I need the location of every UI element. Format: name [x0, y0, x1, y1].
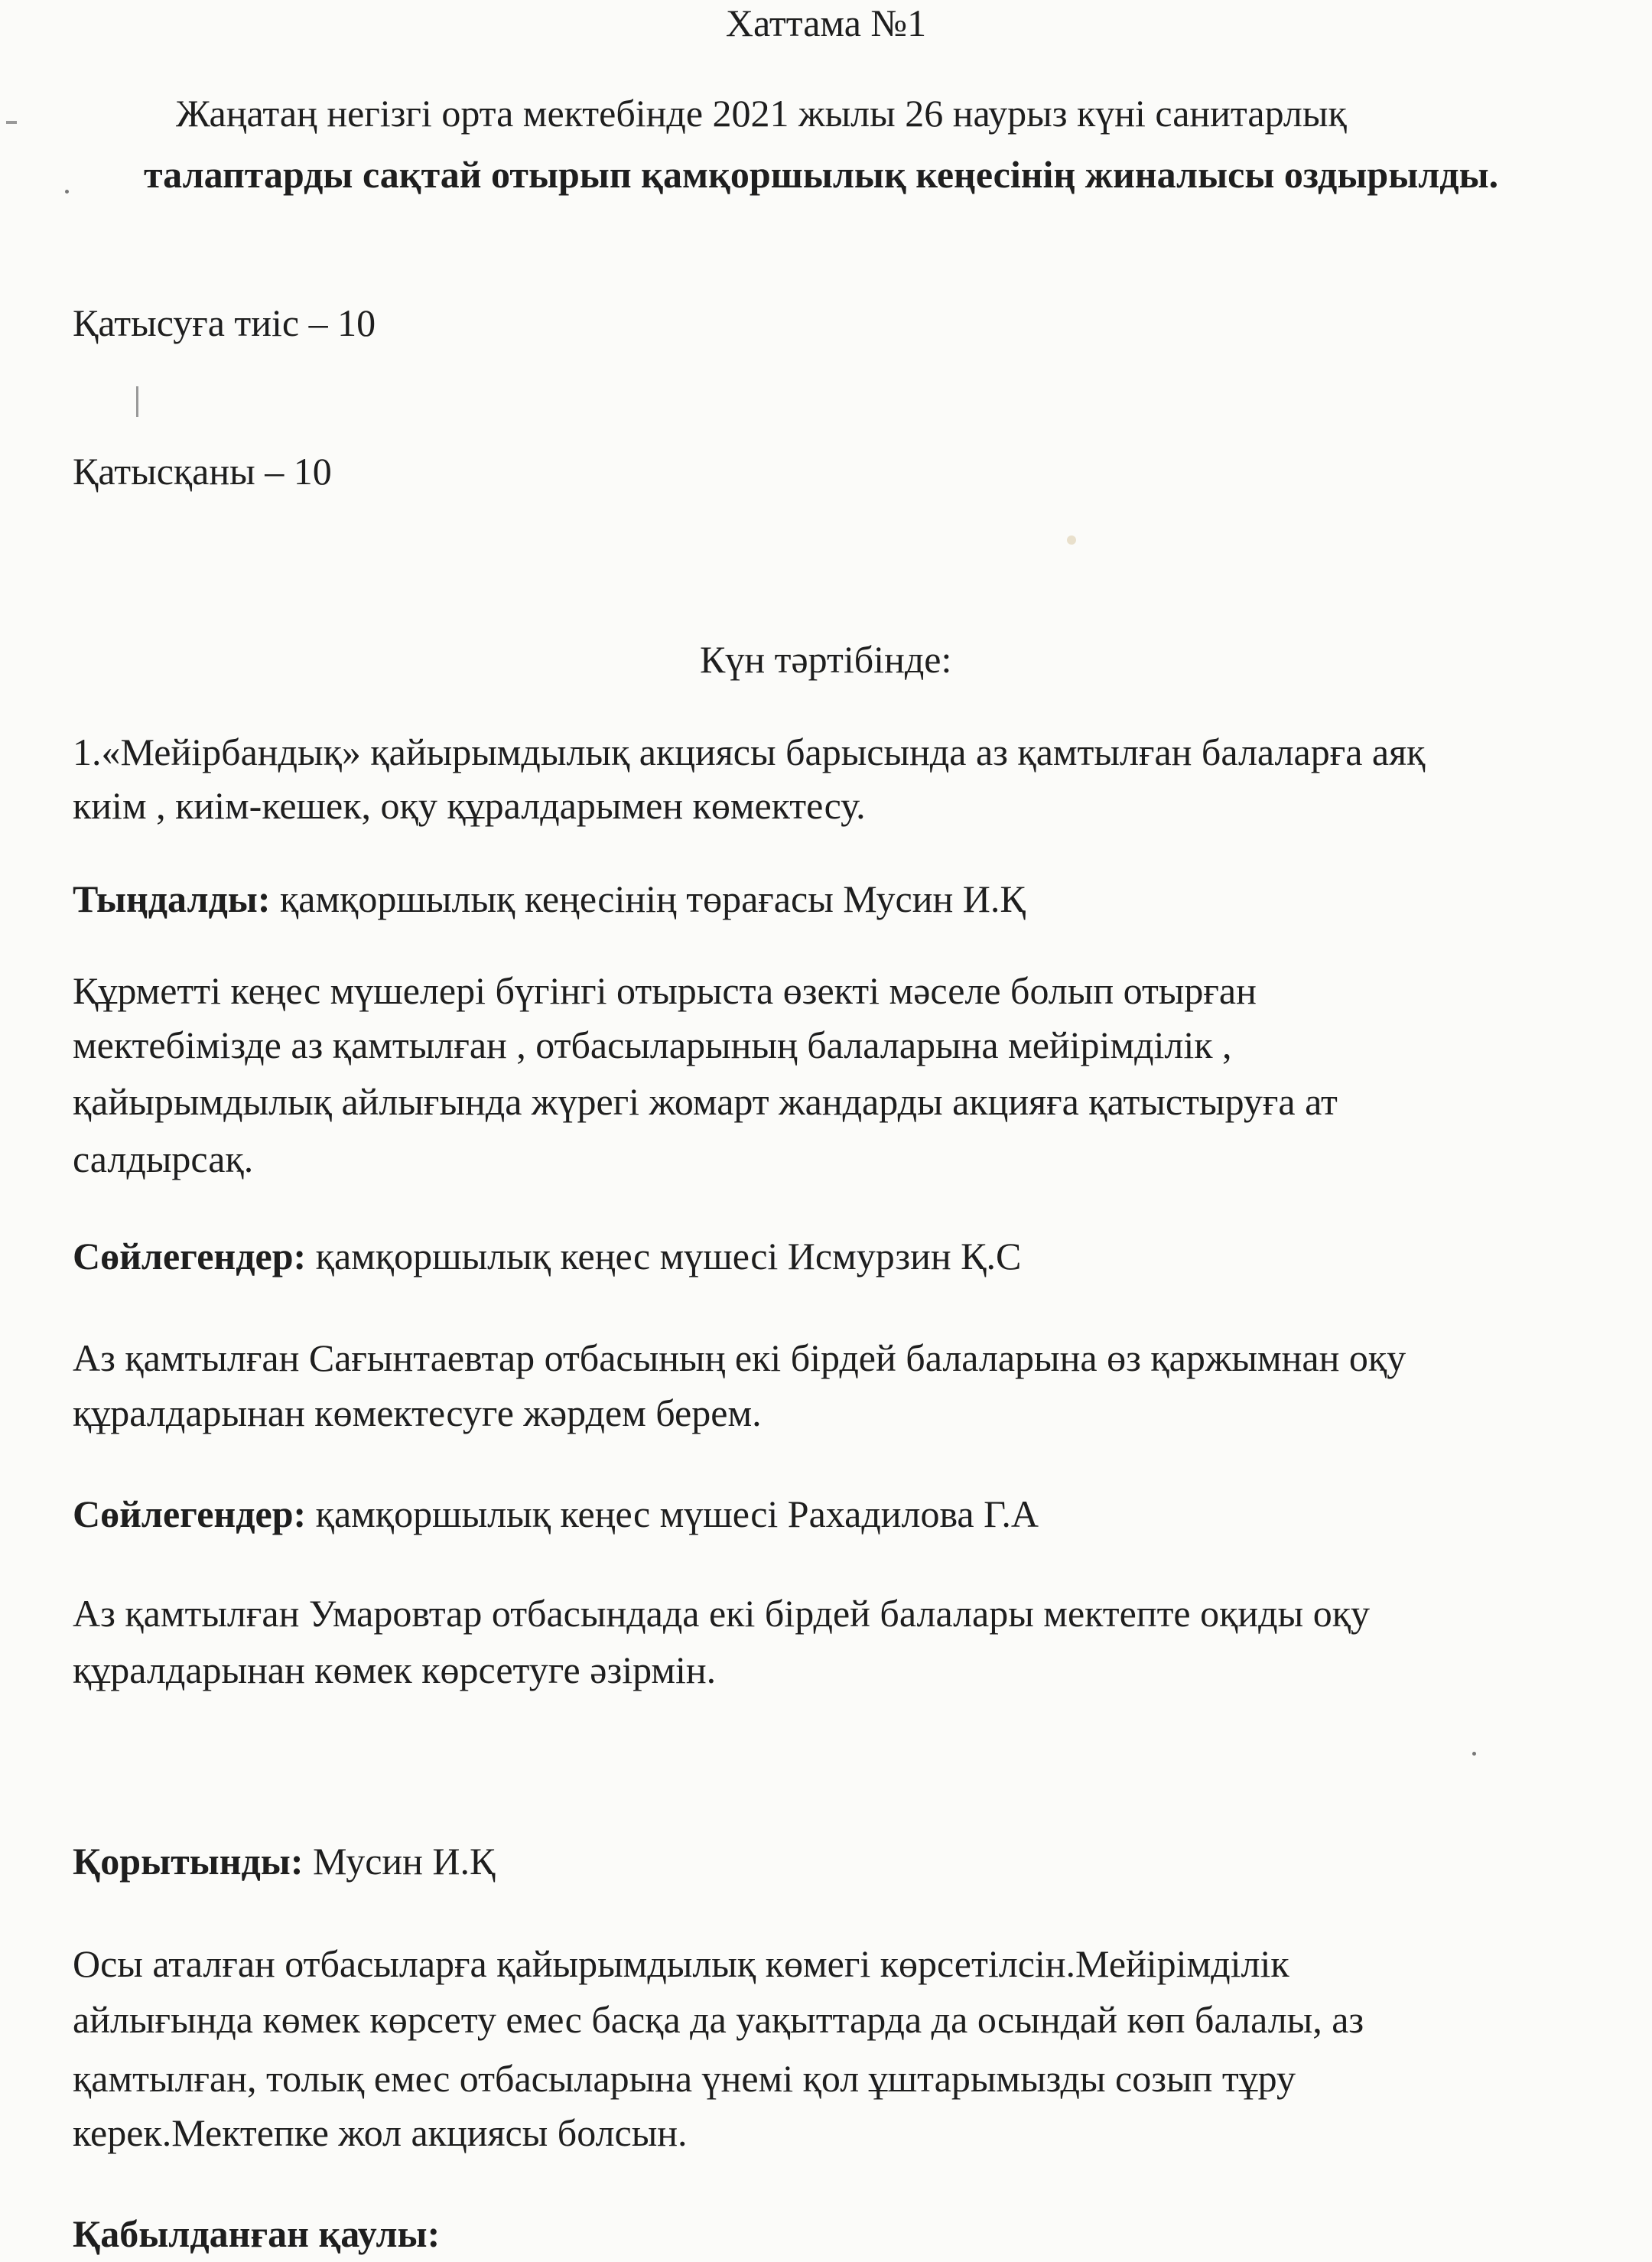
speaker1-speech-line-2: құралдарынан көмектесуге жәрдем берем.	[73, 1391, 762, 1434]
scan-speck	[1067, 535, 1076, 545]
attendance-expected: Қатысуға тиіс – 10	[73, 301, 376, 344]
heard-line	[73, 876, 1026, 922]
scan-speck	[65, 190, 69, 194]
intro-line-1: Жаңатаң негізгі орта мектебінде 2021 жылы 26 наурыз күні санитарлық	[176, 92, 1347, 135]
speaker2-speech-line-2: құралдарынан көмек көрсетуге әзірмін.	[73, 1648, 717, 1691]
conclusion-speech-line-4: керек.Мектепке жол акциясы болсын.	[73, 2111, 688, 2154]
chair-speech-line-4: салдырсақ.	[73, 1138, 254, 1180]
chair-speech-line-3: қайырымдылық айлығында жүрегі жомарт жандарды акцияға қатыстыруға ат	[73, 1080, 1338, 1123]
speaker1-line	[73, 1233, 1021, 1279]
speaker2-text: қамқоршылық кеңес мүшесі Рахадилова Г.А	[306, 1492, 1039, 1535]
scan-speck	[1472, 1752, 1476, 1756]
conclusion-speech-line-1: Осы аталған отбасыларға қайырымдылық көмегі көрсетілсін.Мейірімділік	[73, 1942, 1289, 1985]
speaker1-label: Сөйлегендер:	[73, 1235, 307, 1277]
speaker2-line	[73, 1491, 1039, 1537]
attendance-present: Қатысқаны – 10	[73, 450, 332, 493]
agenda-heading: Күн тәртібінде:	[700, 638, 952, 681]
scan-mark	[6, 121, 17, 124]
conclusion-label: Қорытынды:	[73, 1840, 304, 1883]
scan-mark	[136, 386, 138, 417]
speaker1-speech-line-1: Аз қамтылған Сағынтаевтар отбасының екі бірдей балаларына өз қаржымнан оқу	[73, 1336, 1406, 1379]
conclusion-text: Мусин И.Қ	[303, 1840, 496, 1883]
chair-speech-line-1: Құрметті кеңес мүшелері бүгінгі отырыста өзекті мәселе болып отырған	[73, 969, 1257, 1012]
chair-speech-line-2: мектебімізде аз қамтылған , отбасыларының балаларына мейірімділік ,	[73, 1024, 1232, 1066]
protocol-title: Хаттама №1	[725, 2, 927, 44]
decision-label: Қабылданған қаулы:	[73, 2212, 441, 2255]
agenda-item-line-2: киім , киім-кешек, оқу құралдарымен көмектесу.	[73, 784, 866, 827]
agenda-item-line-1: 1.«Мейірбандық» қайырымдылық акциясы барысында аз қамтылған балаларға аяқ	[73, 731, 1426, 773]
speaker2-speech-line-1: Аз қамтылған Умаровтар отбасындада екі бірдей балалары мектепте оқиды оқу	[73, 1592, 1370, 1635]
speaker1-text: қамқоршылық кеңес мүшесі Исмурзин Қ.С	[306, 1235, 1022, 1277]
heard-label: Тыңдалды:	[73, 877, 271, 920]
conclusion-speech-line-3: қамтылған, толық емес отбасыларына үнемі қол ұштарымызды созып тұру	[73, 2057, 1296, 2100]
conclusion-speech-line-2: айлығында көмек көрсету емес басқа да уақыттарда да осындай көп балалы, аз	[73, 1998, 1364, 2041]
heard-text: қамқоршылық кеңесінің төрағасы Мусин И.Қ	[270, 877, 1026, 920]
speaker2-label: Сөйлегендер:	[73, 1492, 307, 1535]
conclusion-line	[73, 1838, 495, 1884]
intro-line-2: талаптарды сақтай отырып қамқоршылық кеңесінің жиналысы оздырылды.	[144, 153, 1499, 196]
